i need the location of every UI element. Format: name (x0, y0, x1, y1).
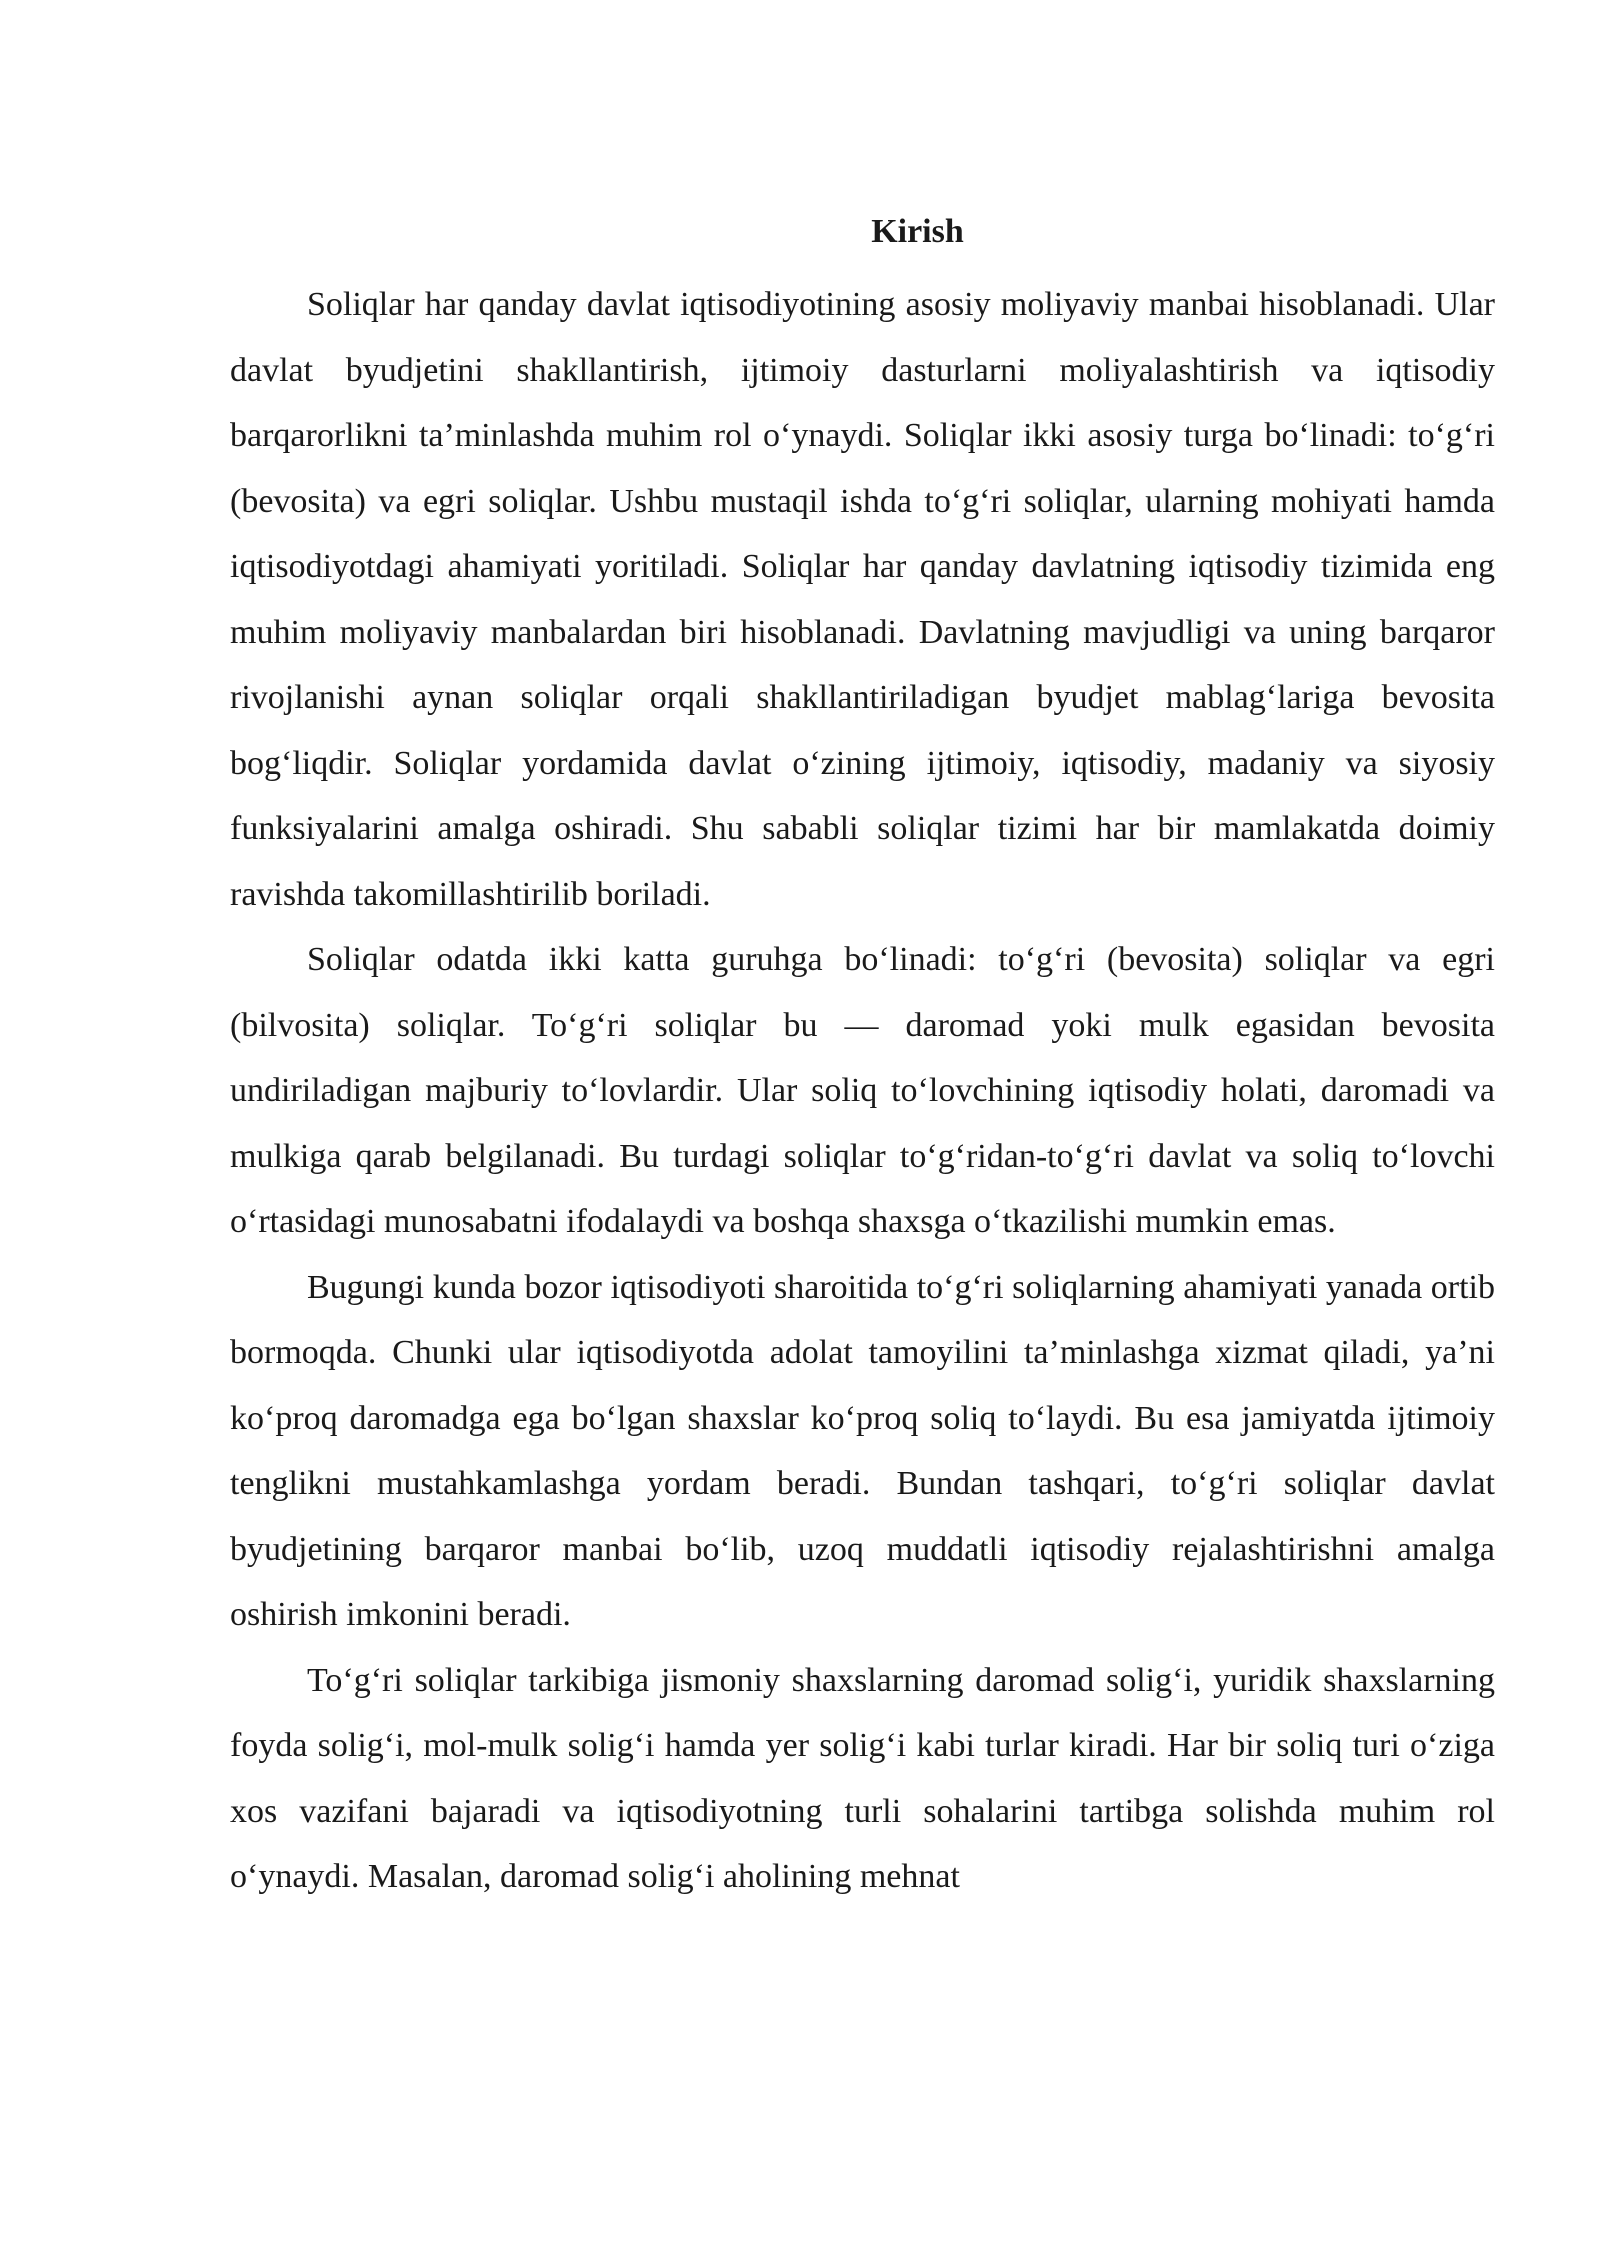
paragraph: Bugungi kunda bozor iqtisodiyoti sharoitida to‘g‘ri soliqlarning ahamiyati yanada ortib bormoqda. Chunki ular iqtisodiyotda adolat tamoyilini ta’minlashga xizmat qiladi, ya’ni ko‘proq daromadga ega bo‘lgan shaxslar ko‘proq soliq to‘laydi. Bu esa jamiyatda ijtimoiy tenglikni mustahkamlashga yordam beradi. Bundan tashqari, to‘g‘ri soliqlar davlat byudjetining barqaror manbai bo‘lib, uzoq muddatli iqtisodiy rejalashtirishni amalga oshirish imkonini beradi. (230, 1268, 1495, 1633)
paragraph: Soliqlar har qanday davlat iqtisodiyotining asosiy moliyaviy manbai hisoblanadi. Ular davlat byudjetini shakllantirish, ijtimoiy dasturlarni moliyalashtirish va iqtisodiy barqarorlikni ta’minlashda muhim rol o‘ynaydi. Soliqlar ikki asosiy turga bo‘linadi: to‘g‘ri (bevosita) va egri soliqlar. Ushbu mustaqil ishda to‘g‘ri soliqlar, ularning mohiyati hamda iqtisodiyotdagi ahamiyati yoritiladi. Soliqlar har qanday davlatning iqtisodiy tizimida eng muhim moliyaviy manbalardan biri hisoblanadi. Davlatning mavjudligi va uning barqaror rivojlanishi aynan soliqlar orqali shakllantiriladigan byudjet mablag‘lariga bevosita bog‘liqdir. Soliqlar yordamida davlat o‘zining ijtimoiy, iqtisodiy, madaniy va siyosiy funksiyalarini amalga oshiradi. Shu sababli soliqlar tizimi har bir mamlakatda doimiy ravishda takomillashtirilib boriladi. (230, 286, 1495, 913)
document-title: Kirish (871, 213, 964, 250)
paragraph: To‘g‘ri soliqlar tarkibiga jismoniy shaxslarning daromad solig‘i, yuridik shaxslarning foyda solig‘i, mol-mulk solig‘i hamda yer solig‘i kabi turlar kiradi. Har bir soliq turi o‘ziga xos vazifani bajaradi va iqtisodiyotning turli sohalarini tartibga solishda muhim rol o‘ynaydi. Masalan, daromad solig‘i aholining mehnat (230, 1661, 1495, 1895)
paragraph: Soliqlar odatda ikki katta guruhga bo‘linadi: to‘g‘ri (bevosita) soliqlar va egri (bilvosita) soliqlar. To‘g‘ri soliqlar bu — daromad yoki mulk egasidan bevosita undiriladigan majburiy to‘lovlardir. Ular soliq to‘lovchining iqtisodiy holati, daromadi va mulkiga qarab belgilanadi. Bu turdagi soliqlar to‘g‘ridan-to‘g‘ri davlat va soliq to‘lovchi o‘rtasidagi munosabatni ifodalaydi va boshqa shaxsga o‘tkazilishi mumkin emas. (230, 941, 1495, 1240)
document-page (230, 212, 1495, 1910)
